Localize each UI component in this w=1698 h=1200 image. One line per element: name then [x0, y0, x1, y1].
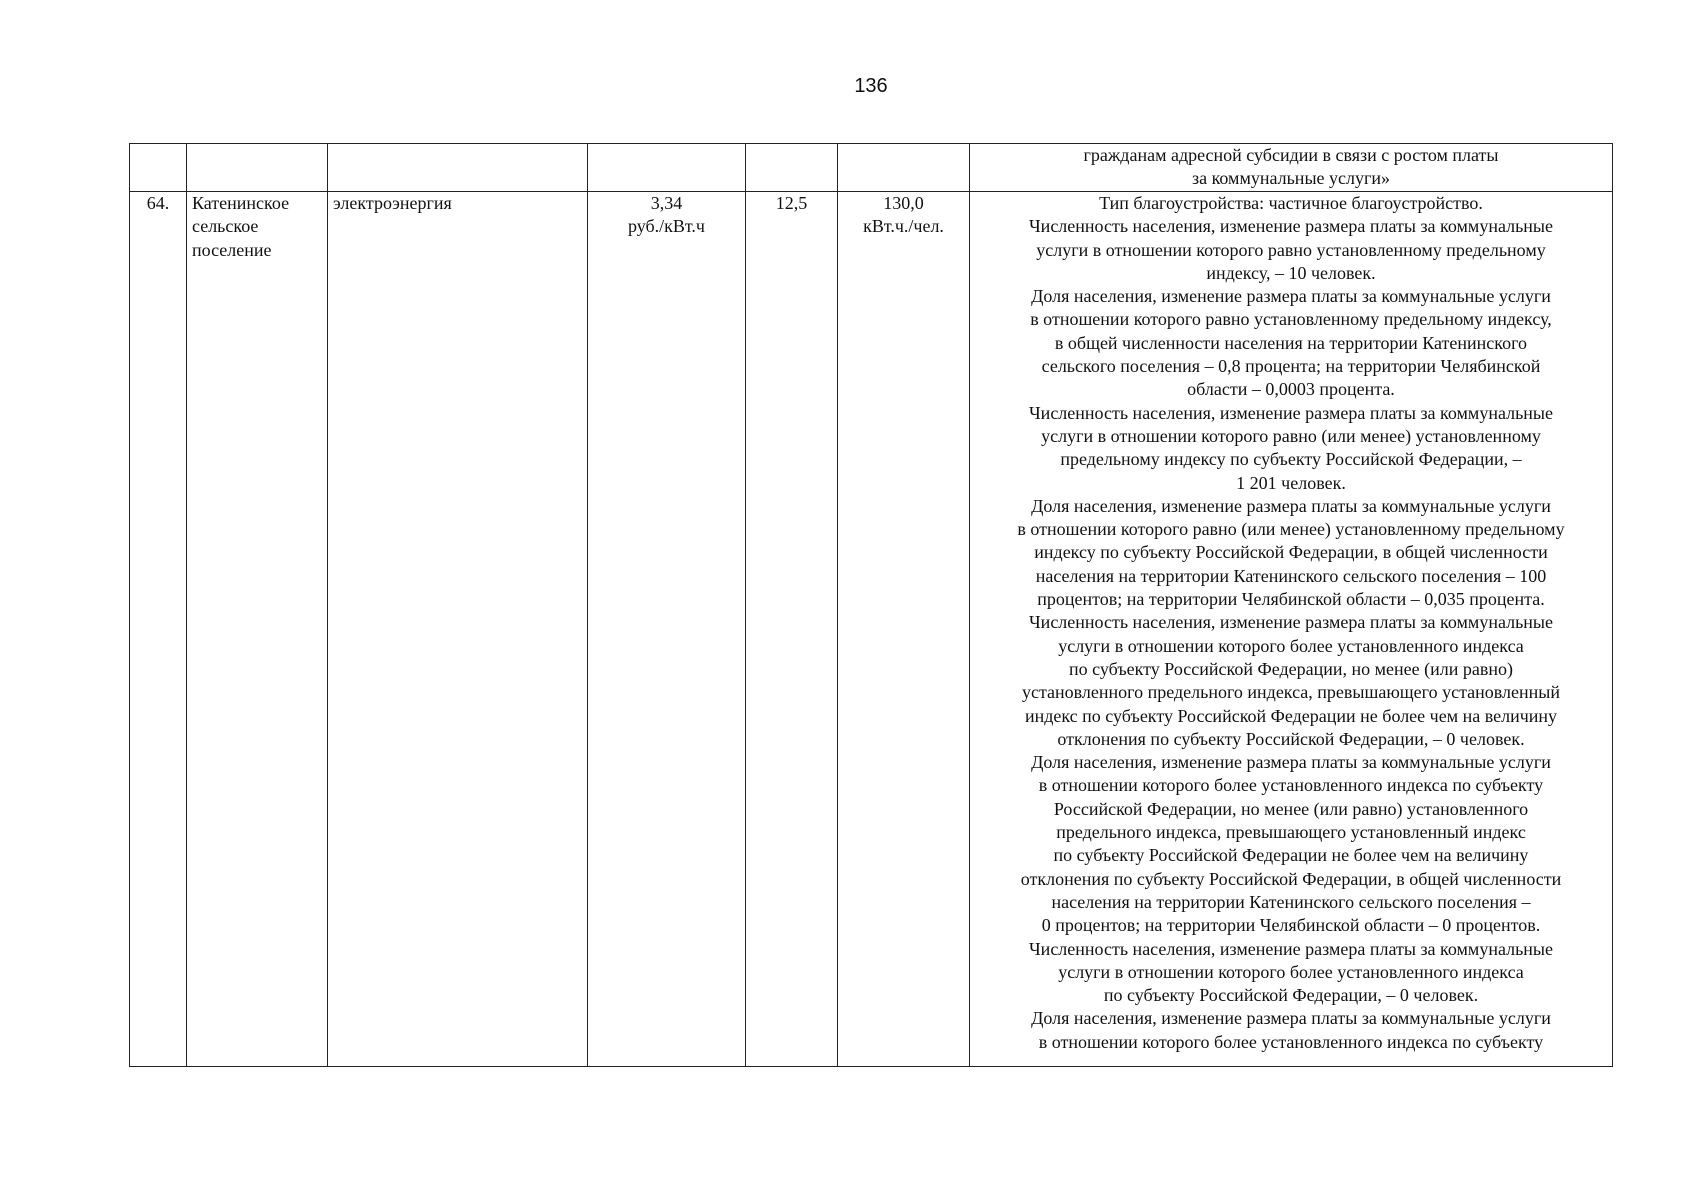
percent-value: 12,5 [775, 193, 808, 213]
table-row [130, 192, 1613, 1067]
norm-value: 130,0 [883, 193, 924, 213]
settlement-cell [187, 192, 328, 1067]
row-number: 64. [146, 193, 170, 213]
description-line: в отношении которого равно установленному предельному индексу, [1030, 309, 1552, 330]
description-line: индекс по субъекту Российской Федерации не более чем на величину [1024, 705, 1558, 726]
description-line: населения на территории Катенинского сельского поселения – 100 [1035, 565, 1547, 586]
cell-empty-settlement [187, 144, 328, 192]
description-line: в отношении которого более установленного индекса по субъекту [1038, 1031, 1544, 1052]
description-line: в общей численности населения на территории Катенинского [1054, 332, 1528, 353]
description-line: Доля населения, изменение размера платы за коммунальные услуги [1031, 286, 1551, 307]
description-line: индексу по субъекту Российской Федерации, в общей численности [1034, 542, 1548, 563]
description-line: процентов; на территории Челябинской области – 0,035 процента. [1037, 589, 1545, 610]
description-line: Тип благоустройства: частичное благоустройство. [1099, 193, 1483, 213]
description-line: услуги в отношении которого равно установленному предельному [1036, 239, 1546, 260]
description-line: индексу, – 10 человек. [1206, 262, 1376, 283]
description-line: услуги в отношении которого более установленного индекса [1058, 635, 1524, 656]
cell-empty-percent [746, 144, 838, 192]
description-line: населения на территории Катенинского сельского поселения – [1051, 891, 1531, 912]
cell-empty-norm [838, 144, 970, 192]
continuation-description-cell [970, 144, 1613, 192]
settlement-line: Катенинское [192, 193, 290, 213]
description-line: Доля населения, изменение размера платы за коммунальные услуги [1031, 752, 1551, 773]
description-line: в отношении которого более установленного индекса по субъекту [1038, 775, 1544, 796]
description-line: 0 процентов; на территории Челябинской области – 0 процентов. [1041, 915, 1541, 936]
cell-empty-number [130, 144, 187, 192]
description-line: сельского поселения – 0,8 процента; на территории Челябинской [1041, 356, 1541, 377]
description-line: Доля населения, изменение размера платы за коммунальные услуги [1031, 1008, 1551, 1029]
page-number: 136 [854, 75, 888, 97]
description-line: по субъекту Российской Федерации, но менее (или равно) [1069, 658, 1513, 679]
service-name: электроэнергия [333, 193, 452, 213]
norm-unit: кВт.ч./чел. [863, 216, 944, 237]
settlement-line: поселение [192, 239, 272, 260]
description-line: предельного индекса, превышающего установленный индекс [1056, 822, 1526, 843]
description-line: предельному индексу по субъекту Российской Федерации, – [1060, 449, 1522, 470]
description-line: области – 0,0003 процента. [1187, 379, 1395, 400]
description-line: Российской Федерации, но менее (или равно) установленного [1053, 798, 1529, 819]
tariff-unit: руб./кВт.ч [627, 216, 705, 237]
row-number-cell [130, 192, 187, 1067]
description-cell [970, 192, 1613, 1067]
description-line: отклонения по субъекту Российской Федерации, в общей численности [1020, 868, 1562, 889]
description-line: по субъекту Российской Федерации не более чем на величину [1053, 845, 1529, 866]
description-line: 1 201 человек. [1236, 472, 1346, 493]
description-line: установленного предельного индекса, превышающего установленный [1021, 682, 1561, 703]
continuation-line: за коммунальные услуги» [1191, 168, 1391, 189]
tariff-cell [588, 192, 746, 1067]
tariff-value: 3,34 [650, 193, 683, 213]
tariff-table [129, 143, 1613, 1067]
description-line: услуги в отношении которого более установленного индекса [1058, 961, 1524, 982]
cell-empty-service [328, 144, 588, 192]
description-line: Доля населения, изменение размера платы за коммунальные услуги [1031, 495, 1551, 516]
norm-cell [838, 192, 970, 1067]
description-line: Численность населения, изменение размера платы за коммунальные [1028, 402, 1554, 423]
continuation-row [130, 144, 1613, 192]
continuation-line: гражданам адресной субсидии в связи с ростом платы [1083, 145, 1499, 165]
cell-empty-tariff [588, 144, 746, 192]
description-line: в отношении которого равно (или менее) установленному предельному [1017, 519, 1565, 540]
settlement-line: сельское [192, 216, 259, 237]
description-line: Численность населения, изменение размера платы за коммунальные [1028, 938, 1554, 959]
description-line: Численность населения, изменение размера платы за коммунальные [1028, 216, 1554, 237]
description-line: отклонения по субъекту Российской Федерации, – 0 человек. [1057, 728, 1525, 749]
description-line: по субъекту Российской Федерации, – 0 человек. [1103, 985, 1479, 1006]
percent-cell [746, 192, 838, 1067]
description-line: услуги в отношении которого равно (или менее) установленному [1041, 425, 1541, 446]
service-cell [328, 192, 588, 1067]
description-line: Численность населения, изменение размера платы за коммунальные [1028, 612, 1554, 633]
